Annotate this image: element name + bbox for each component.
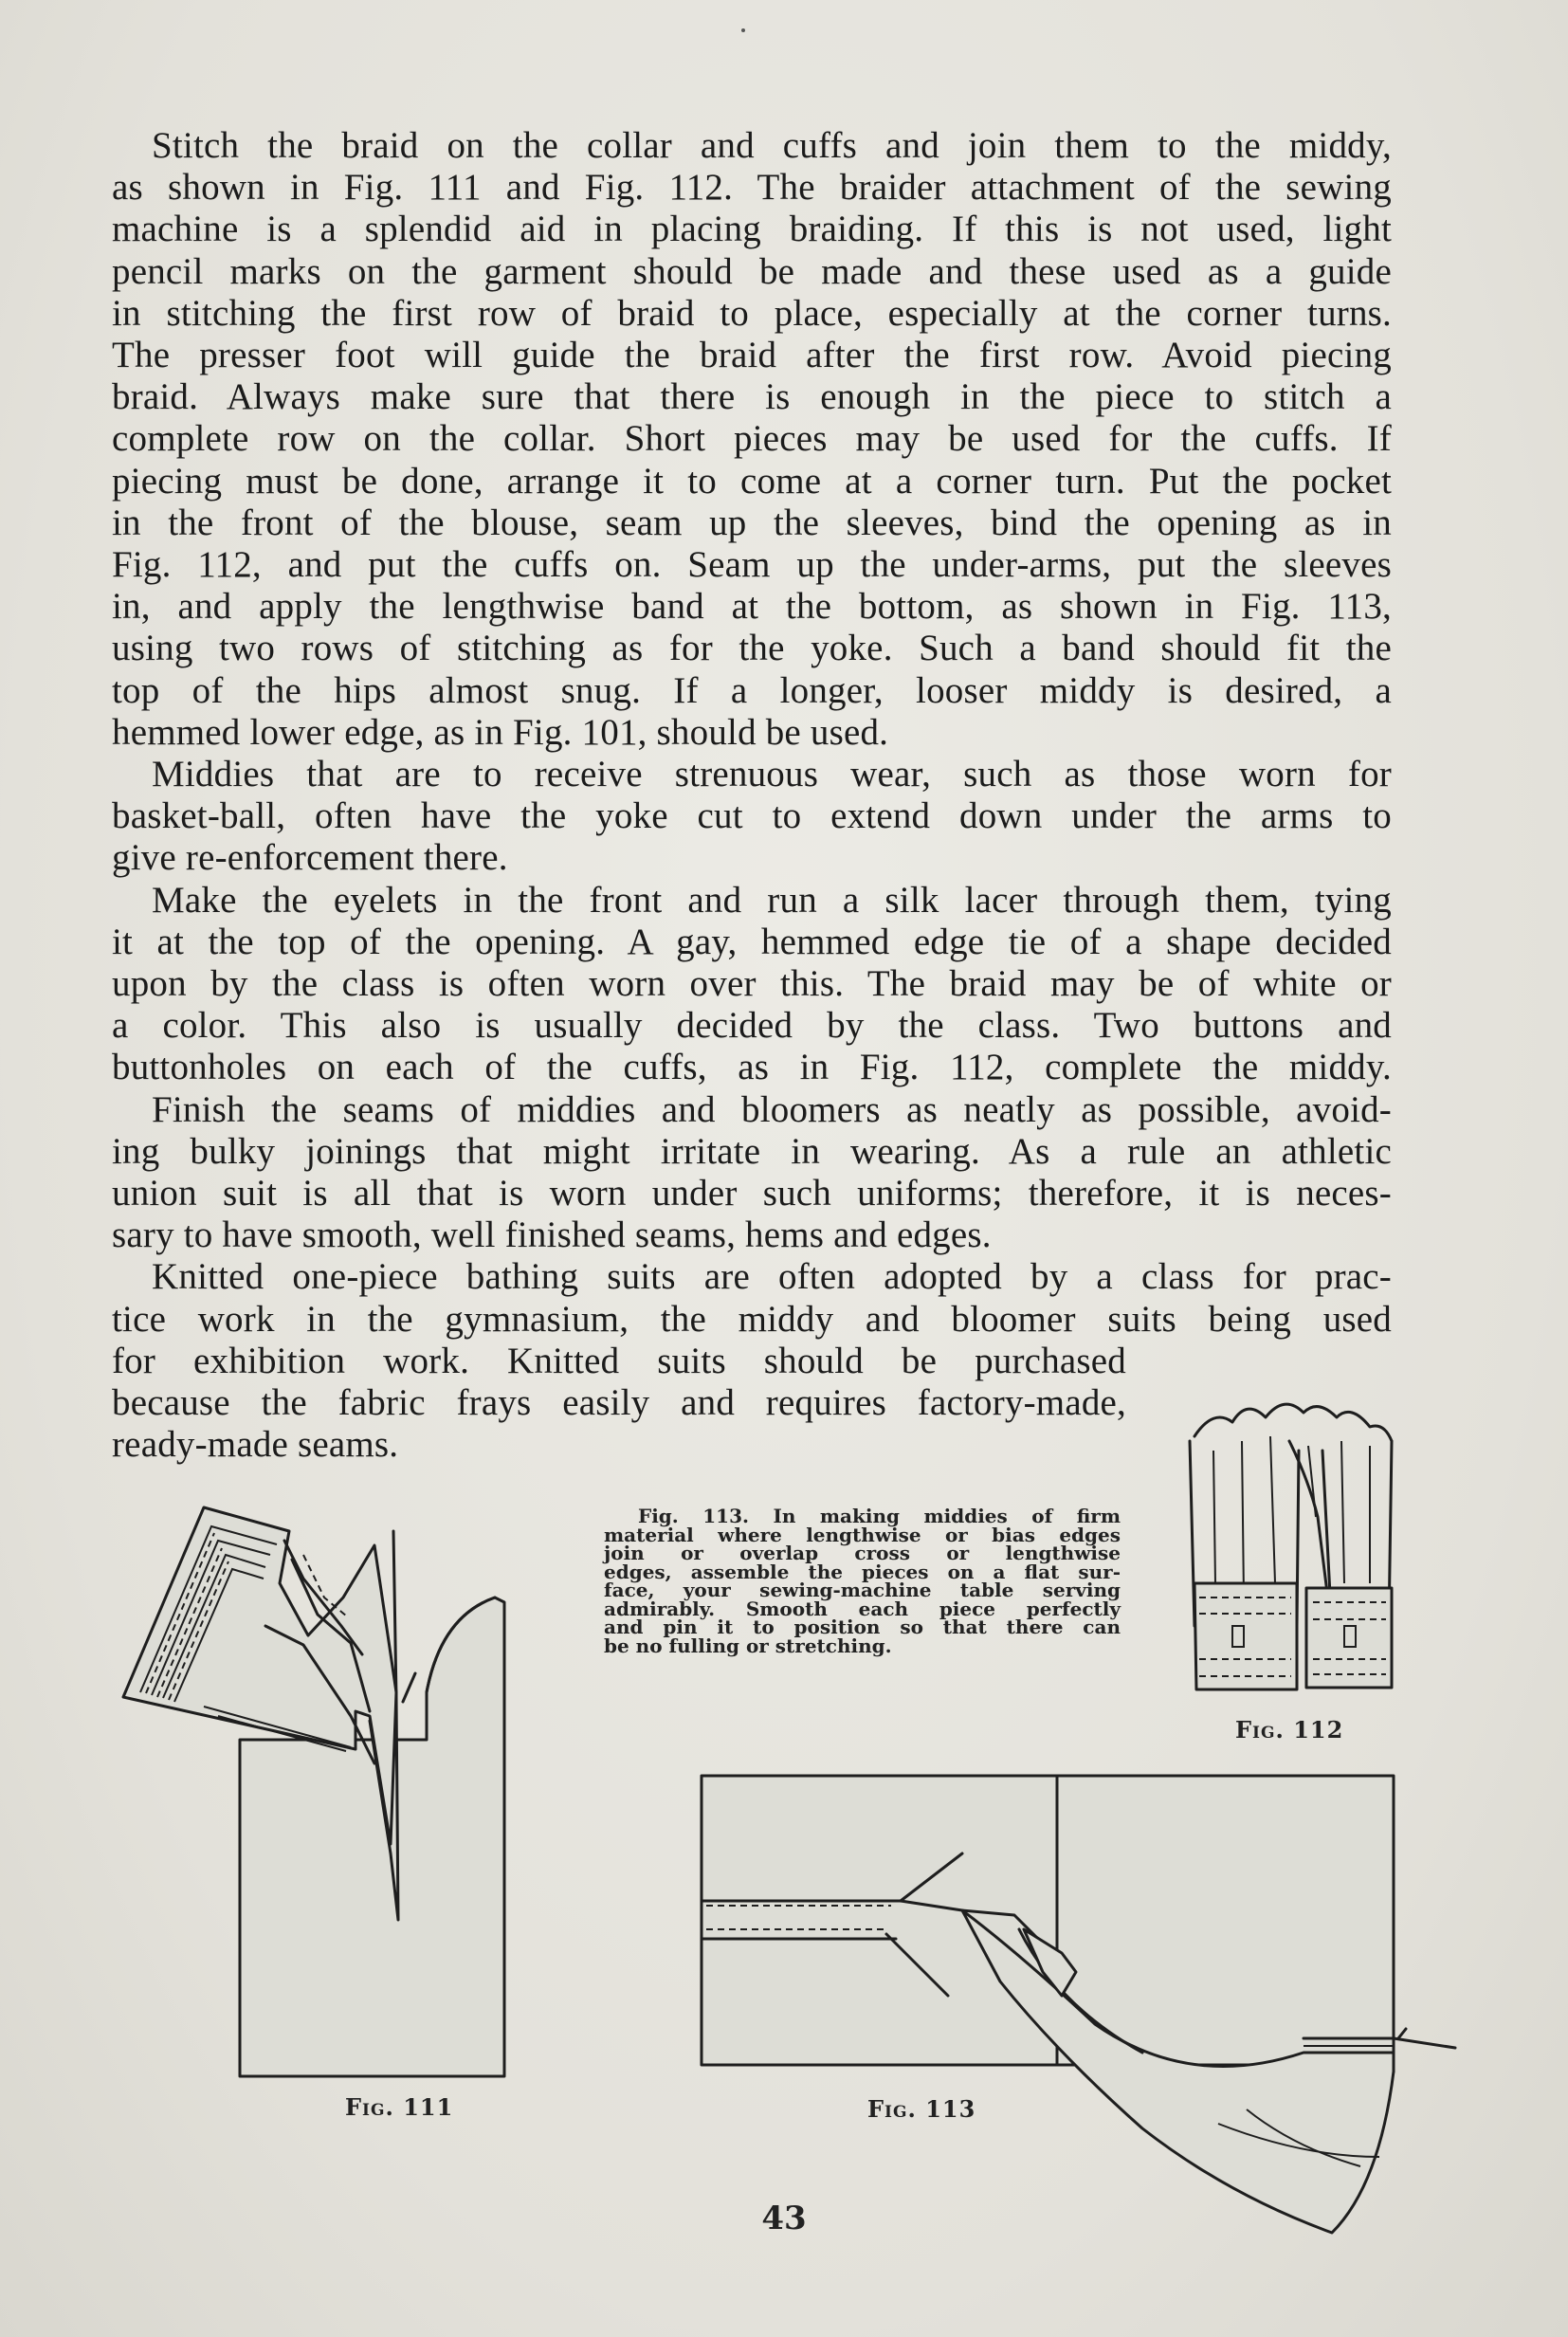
text-line: give re-enforcement there. — [112, 837, 508, 879]
text-line: complete row on the collar. Short pieces may be used for the cuffs. If — [112, 418, 1392, 460]
text-line: The presser foot will guide the braid after the first row. Avoid piecing — [112, 335, 1392, 376]
paragraph — [112, 880, 1392, 1089]
text-line: top of the hips almost snug. If a longer, looser middy is desired, a — [112, 669, 1392, 711]
caption-line: material where lengthwise or bias edges — [604, 1523, 1121, 1546]
text-line: union suit is all that is worn under such uniforms; therefore, it is neces- — [112, 1173, 1392, 1214]
text-line: basket-ball, often have the yoke cut to extend down under the arms to — [112, 795, 1392, 837]
text-line: ing bulky joinings that might irritate in wearing. As a rule an athletic — [112, 1130, 1392, 1172]
text-line: in stitching the first row of braid to place, especially at the corner turns. — [112, 292, 1392, 334]
fig-113-label: Fig. 113 — [867, 2095, 976, 2123]
caption-line: edges, assemble the pieces on a flat sur- — [604, 1560, 1121, 1583]
text-line: braid. Always make sure that there is enough in the piece to stitch a — [112, 376, 1392, 418]
caption-line: face, your sewing-machine table serving — [604, 1579, 1121, 1601]
text-line: buttonholes on each of the cuffs, as in Fig. 112, complete the middy. — [112, 1047, 1392, 1088]
fig-113-illustration — [697, 1768, 1465, 2242]
fig-111-label: Fig. 111 — [345, 2093, 454, 2121]
text-line: Middies that are to receive strenuous wear, such as those worn for — [152, 754, 1392, 795]
fig-112-illustration — [1176, 1394, 1403, 1697]
text-line: piecing must be done, arrange it to come at a corner turn. Put the pocket — [112, 460, 1392, 502]
paragraph — [112, 754, 1392, 880]
caption-line: be no fulling or stretching. — [604, 1634, 892, 1657]
fig-113-caption — [604, 1507, 1121, 1655]
page-number: 43 — [761, 2200, 807, 2237]
text-line: tice work in the gymnasium, the middy and bloomer suits being used — [112, 1298, 1392, 1340]
text-line: pencil marks on the garment should be made and these used as a guide — [112, 250, 1392, 292]
text-line: Knitted one-piece bathing suits are often adopted by a class for prac- — [152, 1256, 1392, 1298]
caption-line: admirably. Smooth each piece perfectly — [604, 1597, 1121, 1620]
text-line: it at the top of the opening. A gay, hemmed edge tie of a shape decided — [112, 921, 1392, 962]
text-line: hemmed lower edge, as in Fig. 101, should be used. — [112, 711, 889, 753]
fig-112-label: Fig. 112 — [1235, 1716, 1344, 1744]
text-line: Stitch the braid on the collar and cuffs and join them to the middy, — [152, 125, 1392, 166]
text-line: for exhibition work. Knitted suits should be purchased — [112, 1340, 1126, 1381]
text-line: upon by the class is often worn over this. The braid may be of white or — [112, 963, 1392, 1005]
caption-line: Fig. 113. In making middies of firm — [638, 1505, 1121, 1527]
text-line: a color. This also is usually decided by the class. Two buttons and — [112, 1005, 1392, 1047]
caption-line: join or overlap cross or lengthwise — [604, 1542, 1121, 1564]
fig-111-illustration — [114, 1503, 569, 2081]
paragraph — [112, 125, 1392, 754]
text-line: as shown in Fig. 111 and Fig. 112. The braider attachment of the sewing — [112, 167, 1392, 209]
text-line: Fig. 112, and put the cuffs on. Seam up the under-arms, put the sleeves — [112, 544, 1392, 586]
text-line: in the front of the blouse, seam up the sleeves, bind the opening as in — [112, 502, 1392, 543]
print-speck — [741, 28, 745, 32]
body-text — [112, 125, 1392, 1467]
text-line: ready-made seams. — [112, 1424, 399, 1466]
text-line: machine is a splendid aid in placing braiding. If this is not used, light — [112, 209, 1392, 250]
caption-line: and pin it to position so that there can — [604, 1616, 1121, 1638]
text-line: Make the eyelets in the front and run a silk lacer through them, tying — [152, 879, 1392, 921]
text-line: Finish the seams of middies and bloomers as neatly as possible, avoid- — [152, 1088, 1392, 1130]
text-line: sary to have smooth, well finished seams, hems and edges. — [112, 1214, 992, 1256]
text-line: using two rows of stitching as for the yoke. Such a band should fit the — [112, 628, 1392, 669]
text-line: in, and apply the lengthwise band at the bottom, as shown in Fig. 113, — [112, 586, 1392, 628]
text-line: because the fabric frays easily and requires factory-made, — [112, 1382, 1126, 1424]
paragraph — [112, 1089, 1392, 1257]
